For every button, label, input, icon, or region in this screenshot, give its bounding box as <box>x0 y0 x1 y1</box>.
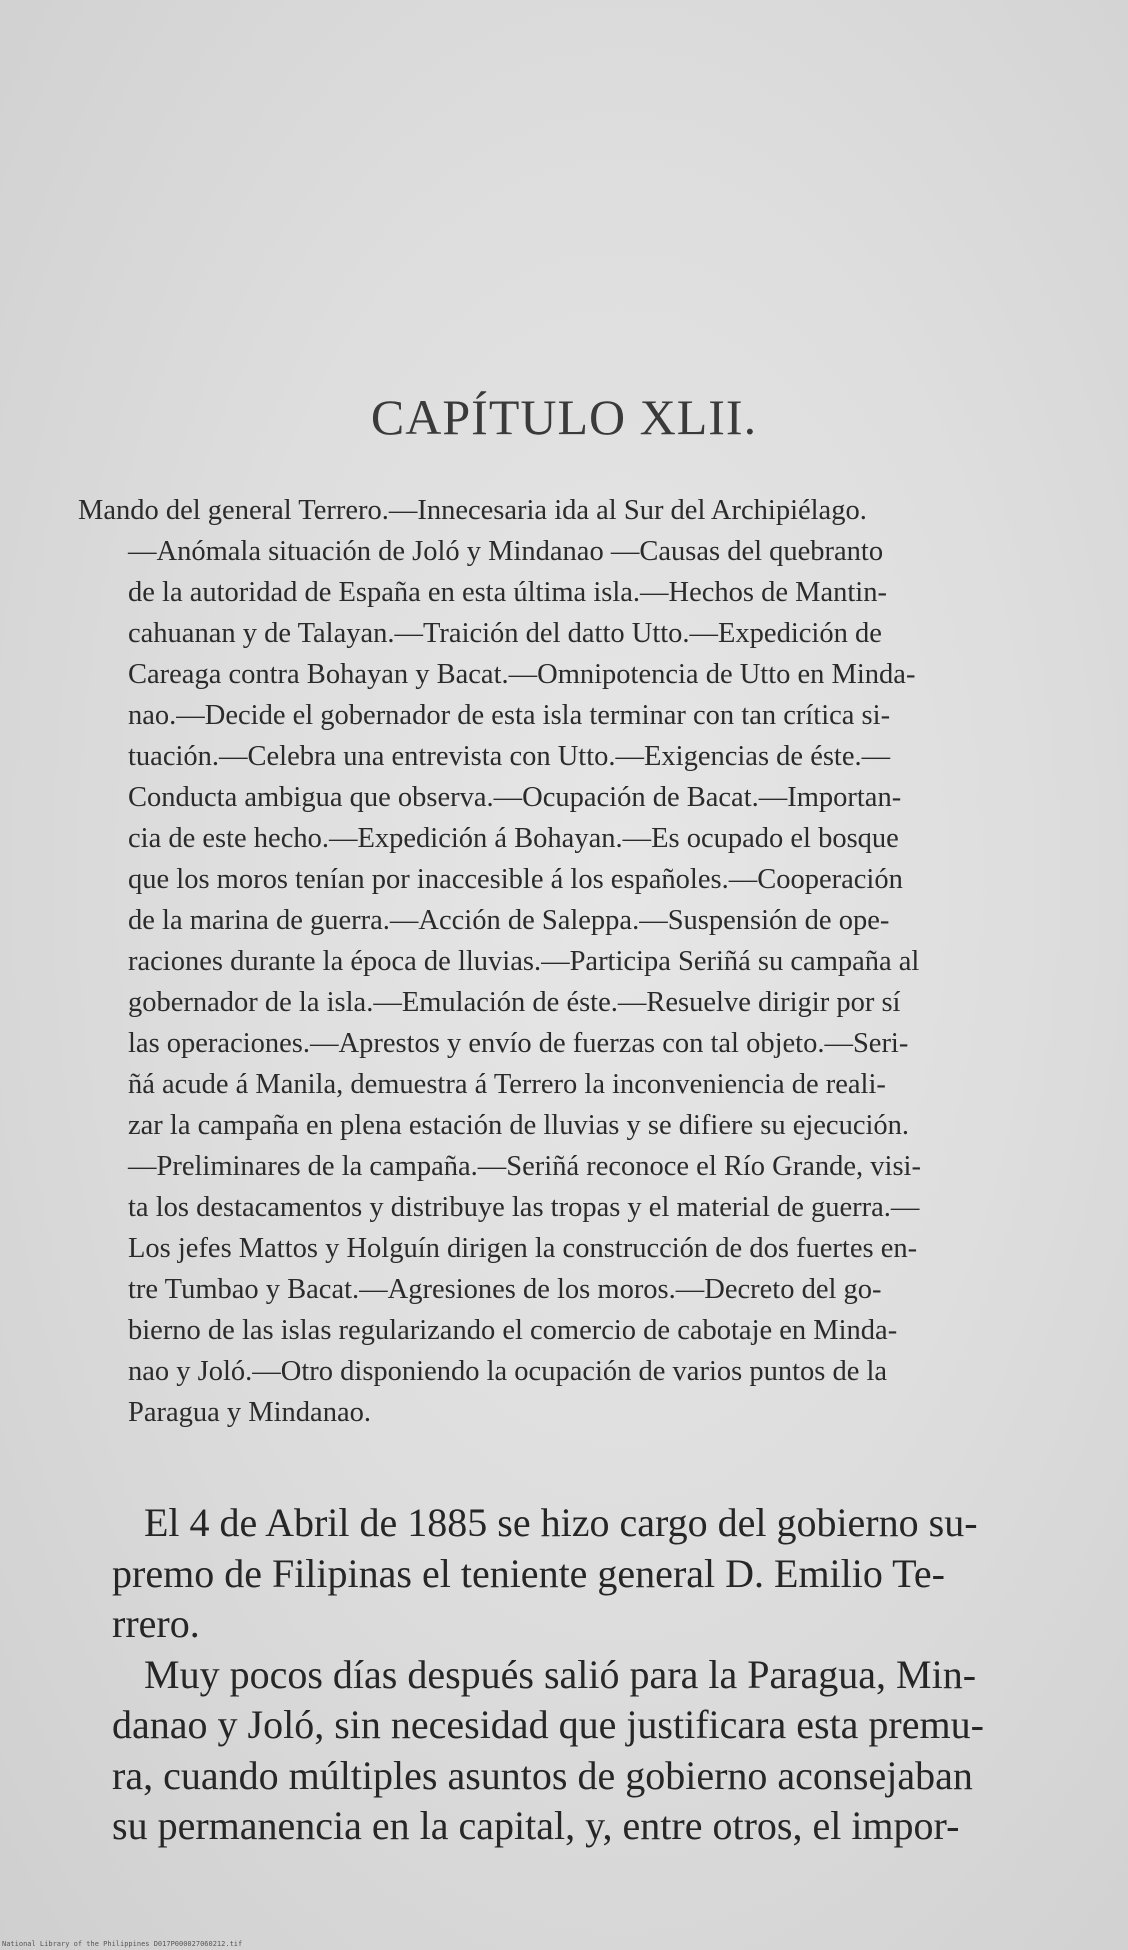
summary-line: ta los destacamentos y distribuye las tropas y el material de guerra.— <box>128 1192 920 1223</box>
summary-line: cia de este hecho.—Expedición á Bohayan.—Es ocupado el bosque <box>128 823 899 854</box>
body-line: ra, cuando múltiples asuntos de gobierno aconsejaban <box>112 1752 973 1798</box>
summary-line: cahuanan y de Talayan.—Traición del datto Utto.—Expedición de <box>128 618 882 649</box>
summary-line: tuación.—Celebra una entrevista con Utto.—Exigencias de éste.— <box>128 741 891 772</box>
chapter-summary <box>78 490 1038 1433</box>
chapter-title: CAPÍTULO XLII. <box>370 389 758 445</box>
summary-line: Mando del general Terrero.—Innecesaria ida al Sur del Archipiélago. <box>78 495 867 526</box>
summary-line: raciones durante la época de lluvias.—Participa Seriñá su campaña al <box>128 946 920 977</box>
summary-line: nao.—Decide el gobernador de esta isla terminar con tan crítica si- <box>128 700 891 731</box>
summary-line: de la marina de guerra.—Acción de Saleppa.—Suspensión de ope- <box>128 905 890 936</box>
scan-footer-note: National Library of the Philippines D017P000027060212.tif <box>2 1940 243 1948</box>
summary-line: bierno de las islas regularizando el comercio de cabotaje en Minda- <box>128 1315 898 1346</box>
summary-line: que los moros tenían por inaccesible á los españoles.—Cooperación <box>128 864 903 895</box>
summary-line: gobernador de la isla.—Emulación de éste.—Resuelve dirigir por sí <box>128 987 901 1018</box>
summary-line: tre Tumbao y Bacat.—Agresiones de los moros.—Decreto del go- <box>128 1274 882 1305</box>
summary-line: Conducta ambigua que observa.—Ocupación de Bacat.—Importan- <box>128 782 902 813</box>
body-line: danao y Joló, sin necesidad que justificara esta premu- <box>112 1702 984 1747</box>
summary-line: ñá acude á Manila, demuestra á Terrero la inconveniencia de reali- <box>128 1069 886 1100</box>
body-line: Muy pocos días después salió para la Paragua, Min- <box>144 1651 977 1697</box>
summary-line: —Preliminares de la campaña.—Seriñá reconoce el Río Grande, visi- <box>128 1151 921 1182</box>
summary-line: Los jefes Mattos y Holguín dirigen la construcción de dos fuertes en- <box>128 1233 918 1264</box>
body-line: su permanencia en la capital, y, entre otros, el impor- <box>112 1803 960 1848</box>
summary-line: nao y Joló.—Otro disponiendo la ocupación de varios puntos de la <box>128 1356 888 1387</box>
summary-line: las operaciones.—Aprestos y envío de fuerzas con tal objeto.—Seri- <box>128 1028 909 1059</box>
body-line: El 4 de Abril de 1885 se hizo cargo del gobierno su- <box>144 1500 978 1545</box>
summary-line: zar la campaña en plena estación de lluvias y se difiere su ejecución. <box>128 1110 910 1141</box>
summary-line: Careaga contra Bohayan y Bacat.—Omnipotencia de Utto en Minda- <box>128 659 916 690</box>
summary-line: —Anómala situación de Joló y Mindanao —Causas del quebranto <box>128 536 884 567</box>
body-text <box>112 1498 1044 1852</box>
summary-line: de la autoridad de España en esta última isla.—Hechos de Mantin- <box>128 577 887 608</box>
body-line: rrero. <box>112 1601 200 1646</box>
summary-line: Paragua y Mindanao. <box>128 1397 371 1428</box>
body-line: premo de Filipinas el teniente general D. Emilio Te- <box>112 1550 945 1596</box>
